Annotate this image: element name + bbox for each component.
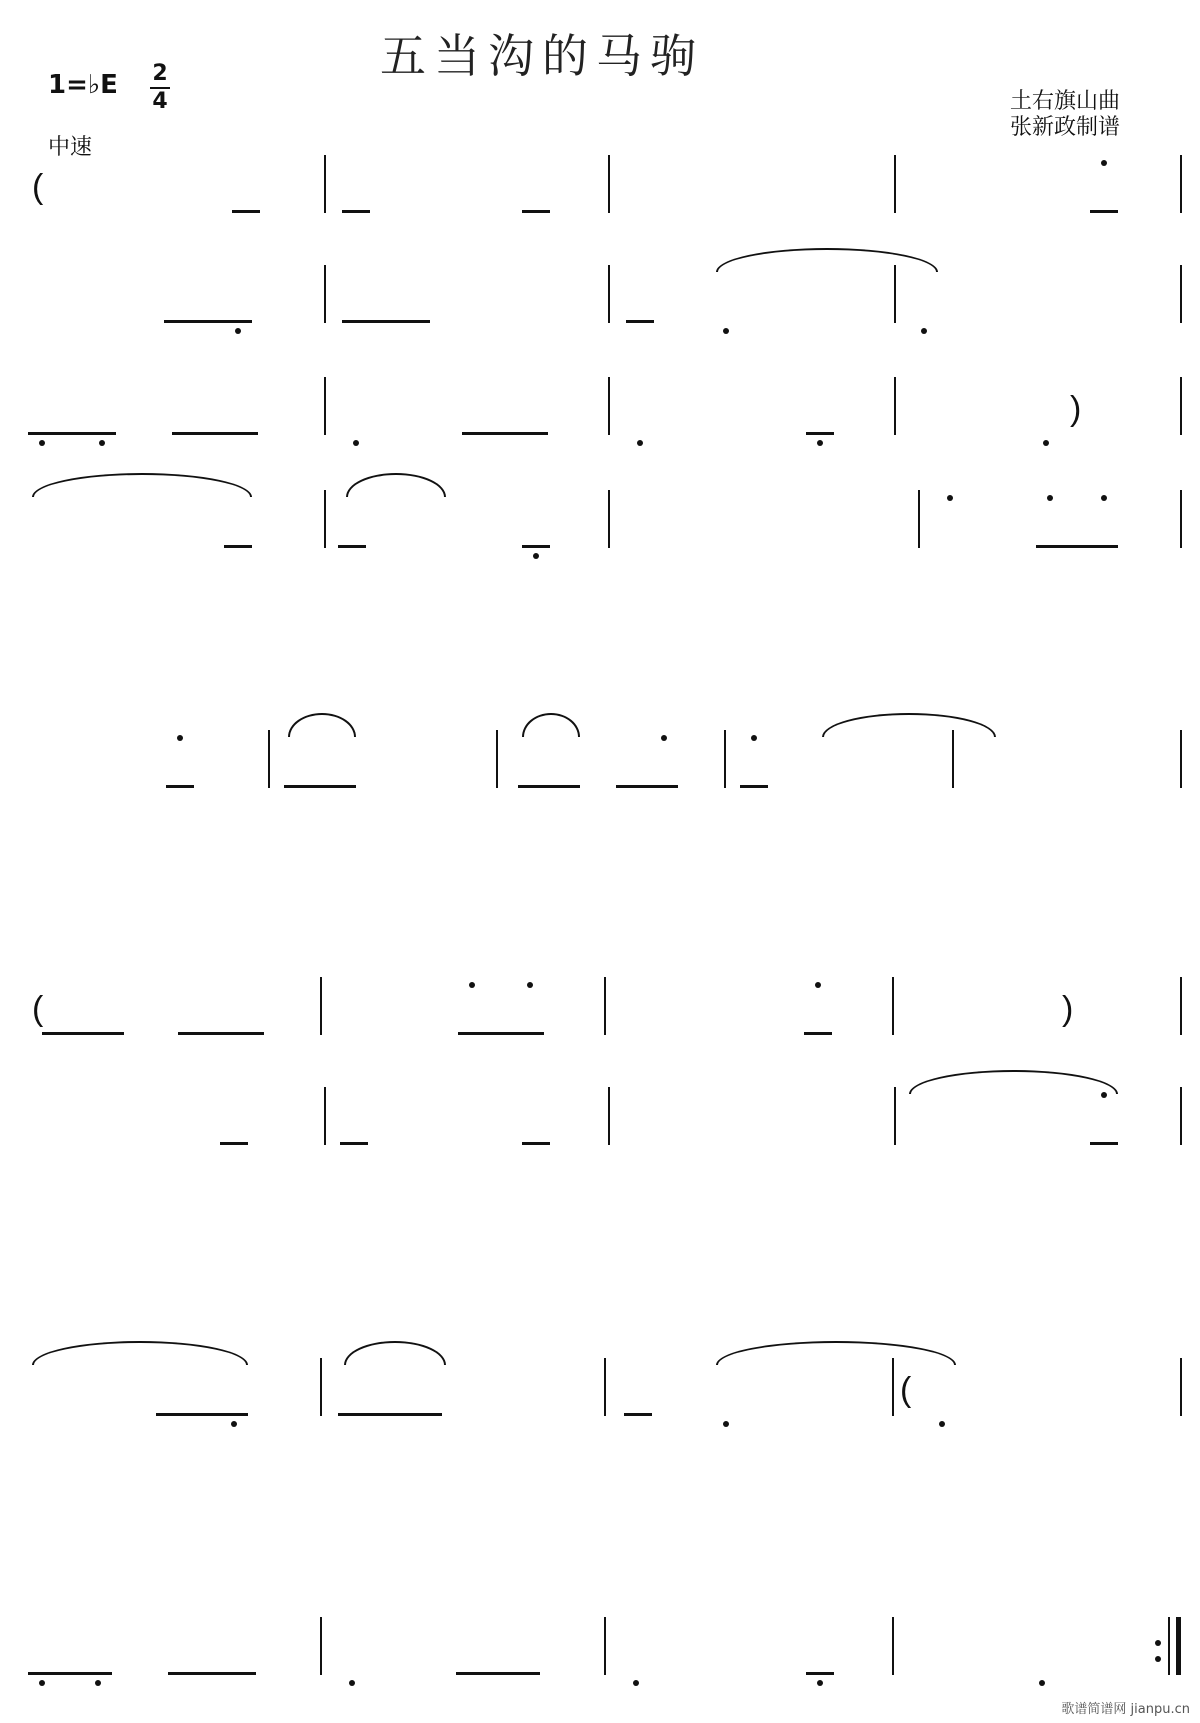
octave-dot-above bbox=[815, 982, 821, 988]
eighth-underline bbox=[340, 1142, 368, 1145]
barline bbox=[894, 265, 896, 323]
octave-dot-below bbox=[817, 1680, 823, 1686]
open-paren: ( bbox=[32, 990, 44, 1028]
barline bbox=[324, 155, 326, 213]
barline bbox=[320, 1617, 322, 1675]
time-denominator: 4 bbox=[152, 89, 168, 114]
barline bbox=[496, 730, 498, 788]
eighth-underline bbox=[626, 320, 654, 323]
eighth-underline bbox=[804, 1032, 832, 1035]
octave-dot-above bbox=[1101, 495, 1107, 501]
barline bbox=[1180, 730, 1182, 788]
barline bbox=[894, 155, 896, 213]
octave-dot-below bbox=[353, 440, 359, 446]
eighth-underline bbox=[522, 1142, 550, 1145]
eighth-underline bbox=[224, 545, 252, 548]
barline bbox=[324, 1087, 326, 1145]
octave-dot-below bbox=[1043, 440, 1049, 446]
eighth-underline bbox=[338, 1413, 442, 1416]
barline bbox=[608, 155, 610, 213]
slur bbox=[32, 1341, 248, 1365]
barline bbox=[608, 265, 610, 323]
octave-dot-below bbox=[637, 440, 643, 446]
barline bbox=[892, 1617, 894, 1675]
barline bbox=[604, 977, 606, 1035]
octave-dot-above bbox=[1101, 160, 1107, 166]
barline bbox=[918, 490, 920, 548]
eighth-underline bbox=[458, 1032, 544, 1035]
watermark: 歌谱简谱网 jianpu.cn bbox=[1061, 1702, 1190, 1717]
slur bbox=[522, 713, 580, 737]
time-numerator: 2 bbox=[152, 61, 168, 86]
eighth-underline bbox=[338, 545, 366, 548]
barline bbox=[324, 265, 326, 323]
barline bbox=[1180, 155, 1182, 213]
close-paren: ) bbox=[1070, 390, 1082, 428]
eighth-underline bbox=[616, 785, 678, 788]
eighth-underline bbox=[220, 1142, 248, 1145]
octave-dot-above bbox=[177, 735, 183, 741]
octave-dot-above bbox=[947, 495, 953, 501]
open-paren: ( bbox=[900, 1371, 912, 1409]
octave-dot-below bbox=[633, 1680, 639, 1686]
slur bbox=[909, 1070, 1118, 1094]
barline bbox=[894, 1087, 896, 1145]
barline bbox=[1180, 1087, 1182, 1145]
octave-dot-below bbox=[1039, 1680, 1045, 1686]
barline bbox=[892, 1358, 894, 1416]
octave-dot-below bbox=[817, 440, 823, 446]
octave-dot-below bbox=[533, 553, 539, 559]
slur bbox=[716, 1341, 956, 1365]
barline bbox=[608, 377, 610, 435]
eighth-underline bbox=[284, 785, 356, 788]
eighth-underline bbox=[342, 320, 430, 323]
octave-dot-below bbox=[39, 1680, 45, 1686]
barline bbox=[1180, 265, 1182, 323]
eighth-underline bbox=[156, 1413, 248, 1416]
barline bbox=[604, 1617, 606, 1675]
eighth-underline bbox=[522, 210, 550, 213]
slur bbox=[716, 248, 938, 272]
barline bbox=[268, 730, 270, 788]
slur bbox=[32, 473, 252, 497]
eighth-underline bbox=[624, 1413, 652, 1416]
eighth-underline bbox=[232, 210, 260, 213]
slur bbox=[822, 713, 996, 737]
barline bbox=[324, 377, 326, 435]
barline bbox=[1180, 377, 1182, 435]
octave-dot-below bbox=[921, 328, 927, 334]
octave-dot-above bbox=[527, 982, 533, 988]
octave-dot-below bbox=[235, 328, 241, 334]
eighth-underline bbox=[806, 1672, 834, 1675]
eighth-underline bbox=[518, 785, 580, 788]
slur bbox=[346, 473, 446, 497]
eighth-underline bbox=[456, 1672, 540, 1675]
barline bbox=[604, 1358, 606, 1416]
key-signature: 1=♭E bbox=[48, 70, 118, 100]
barline bbox=[894, 377, 896, 435]
barline bbox=[1180, 1358, 1182, 1416]
barline bbox=[1168, 1617, 1170, 1675]
octave-dot-below bbox=[39, 440, 45, 446]
barline bbox=[320, 1358, 322, 1416]
octave-dot-below bbox=[723, 328, 729, 334]
eighth-underline bbox=[462, 432, 548, 435]
barline bbox=[608, 1087, 610, 1145]
barline bbox=[1180, 977, 1182, 1035]
open-paren: ( bbox=[32, 168, 44, 206]
eighth-underline bbox=[342, 210, 370, 213]
barline bbox=[724, 730, 726, 788]
final-barline bbox=[1176, 1617, 1181, 1675]
octave-dot-below bbox=[349, 1680, 355, 1686]
barline bbox=[952, 730, 954, 788]
eighth-underline bbox=[42, 1032, 124, 1035]
octave-dot-below bbox=[723, 1421, 729, 1427]
eighth-underline bbox=[1036, 545, 1118, 548]
octave-dot-above bbox=[751, 735, 757, 741]
eighth-underline bbox=[522, 545, 550, 548]
octave-dot-above bbox=[469, 982, 475, 988]
barline bbox=[892, 977, 894, 1035]
tempo-marking: 中速 bbox=[48, 135, 93, 160]
octave-dot-below bbox=[939, 1421, 945, 1427]
repeat-dot bbox=[1155, 1640, 1161, 1646]
page-title: 五当沟的马驹 bbox=[380, 29, 704, 83]
eighth-underline bbox=[172, 432, 258, 435]
repeat-dot bbox=[1155, 1656, 1161, 1662]
octave-dot-below bbox=[95, 1680, 101, 1686]
octave-dot-above bbox=[661, 735, 667, 741]
eighth-underline bbox=[168, 1672, 256, 1675]
arranger-credit: 张新政制谱 bbox=[1010, 115, 1121, 140]
octave-dot-below bbox=[99, 440, 105, 446]
eighth-underline bbox=[178, 1032, 264, 1035]
barline bbox=[1180, 490, 1182, 548]
octave-dot-above bbox=[1047, 495, 1053, 501]
slur bbox=[344, 1341, 446, 1365]
slur bbox=[288, 713, 356, 737]
eighth-underline bbox=[164, 320, 252, 323]
eighth-underline bbox=[1090, 1142, 1118, 1145]
time-signature bbox=[150, 62, 170, 114]
barline bbox=[608, 490, 610, 548]
eighth-underline bbox=[28, 1672, 112, 1675]
barline bbox=[320, 977, 322, 1035]
composer-credit: 土右旗山曲 bbox=[1010, 89, 1121, 114]
close-paren: ) bbox=[1062, 990, 1074, 1028]
eighth-underline bbox=[1090, 210, 1118, 213]
eighth-underline bbox=[806, 432, 834, 435]
eighth-underline bbox=[28, 432, 116, 435]
octave-dot-below bbox=[231, 1421, 237, 1427]
eighth-underline bbox=[166, 785, 194, 788]
eighth-underline bbox=[740, 785, 768, 788]
barline bbox=[324, 490, 326, 548]
